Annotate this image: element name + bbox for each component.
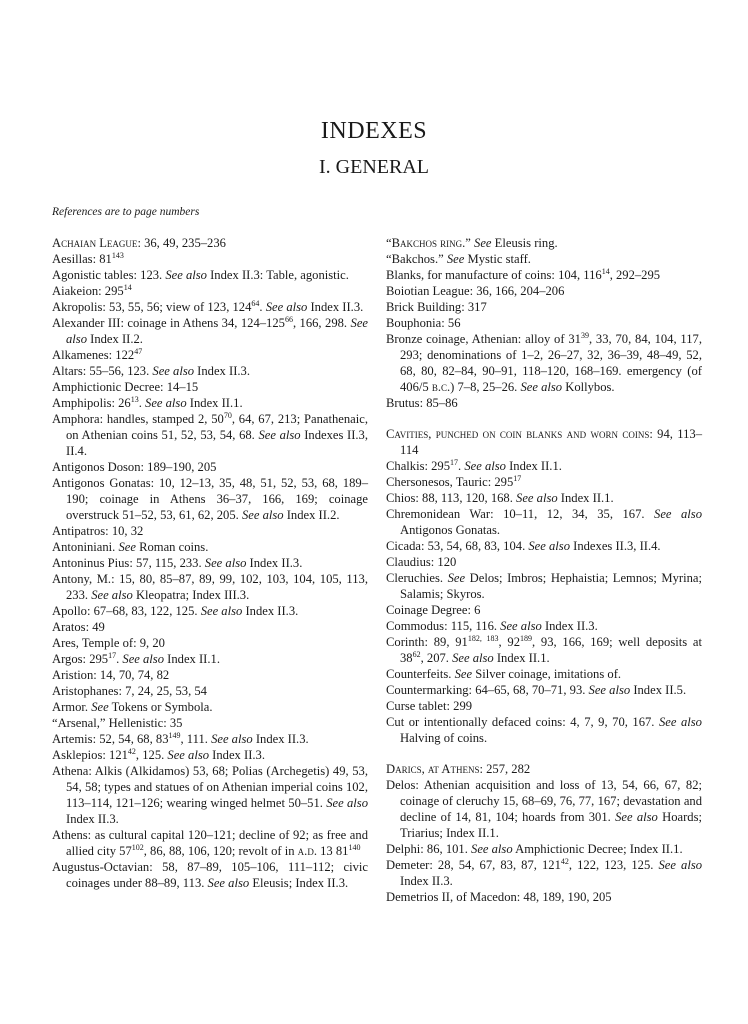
footnote-ref: 42 [127,747,136,756]
index-entry [52,475,368,523]
entry-text: Blanks, for manufacture of coins: 104, 116 [386,268,602,282]
index-entry [386,299,702,315]
footnote-ref: 13 [130,395,139,404]
footnote-ref: 62 [412,650,421,659]
index-entry [52,283,368,299]
footnote-ref: 140 [348,843,361,852]
index-entry [52,459,368,475]
index-entry [386,761,702,777]
entry-text: Aristion: 14, 70, 74, 82 [52,668,170,682]
index-entry [52,715,368,731]
entry-text: Delos: Athenian acquisition and loss of 13, 54, 66, 67, 82; coinage of cleruchy 15, 68–69, 76, 77, 167; devastation and decline of 14, 81, 104; hoards from 301. [386,778,702,824]
cross-reference-label: See also [588,683,631,697]
index-headword: Achaian League [52,236,138,250]
entry-text: Index II.1. [186,396,243,410]
entry-text: Cicada: 53, 54, 68, 83, 104. [386,539,529,553]
cross-reference-label: See also [204,556,247,570]
index-entry [386,538,702,554]
index-entry [52,619,368,635]
cross-reference-label: See also [658,858,703,872]
entry-text: Antony, M.: 15, 80, 85–87, 89, 99, 102, 103, 104, 105, 113, 233. [52,572,368,602]
footnote-ref: 66 [284,315,293,324]
index-entry [52,555,368,571]
footnote-ref: 42 [560,857,569,866]
index-entry [386,618,702,634]
entry-text: Index II.5. [630,683,687,697]
cross-reference-label: See also [167,748,210,762]
entry-text: , 166, 298. [292,316,351,330]
entry-text: Tokens or Symbola. [108,700,213,714]
entry-text: , 93, 166, 169; well deposits at 38 [400,635,702,665]
entry-text: Index II.3. [246,556,303,570]
cross-reference-label: See also [615,810,658,824]
entry-text: Agonistic tables: 123. [52,268,166,282]
entry-text: Athens: as cultural capital 120–121; decline of 92; as free and allied city 57 [52,828,368,858]
entry-text: Alexander III: coinage in Athens 34, 124–125 [52,316,285,330]
index-entry [52,827,368,859]
index-column-left [52,235,368,891]
cross-reference-label: See [447,571,466,585]
entry-text: , 86, 88, 106, 120; revolt of in [143,844,298,858]
index-entry [52,315,368,347]
index-entry [52,699,368,715]
index-entry [386,714,702,746]
index-entry [52,731,368,747]
index-entry [52,235,368,251]
entry-text: . [458,459,465,473]
entry-text: : 94, 113–114 [400,427,702,457]
entry-text: ) 7–8, 25–26. [450,380,521,394]
index-entry [386,889,702,905]
index-entry [52,411,368,459]
cross-reference-label: See also [500,619,542,633]
index-entry [386,267,702,283]
entry-text: Antipatros: 10, 32 [52,524,144,538]
index-headword: Bakchos ring [391,236,463,250]
entry-text: , 111. [180,732,212,746]
index-entry [52,523,368,539]
entry-text: : 257, 282 [479,762,531,776]
index-entry [52,683,368,699]
entry-text: Index II.3. [541,619,598,633]
entry-text: Index II.3. [307,300,364,314]
index-entry [52,267,368,283]
index-entry [386,554,702,570]
entry-text: Index II.1. [557,491,614,505]
entry-text: Counterfeits. [386,667,455,681]
cross-reference-label: See also [200,604,243,618]
index-entry [52,539,368,555]
index-entry [52,347,368,363]
index-entry [52,251,368,267]
entry-text: Delos; Imbros; Hephaistia; Lemnos; Myrina; Salamis; Skyros. [400,571,702,601]
entry-text: Countermarking: 64–65, 68, 70–71, 93. [386,683,589,697]
entry-text: Kleopatra; Index III.3. [132,588,250,602]
entry-text: Index II.1. [164,652,220,666]
entry-text: Index II.1. [493,651,550,665]
entry-text: Hoards; Triarius; Index II.1. [400,810,702,840]
page-title: INDEXES [320,118,428,144]
footnote-ref: 70 [223,411,232,420]
entry-text: .” [462,236,475,250]
index-entry [386,857,702,889]
entry-text: Antoniniani. [52,540,119,554]
entry-text: Aiakeion: 295 [52,284,124,298]
entry-text: Akropolis: 53, 55, 56; view of 123, 124 [52,300,252,314]
cross-reference-label: See [91,700,109,714]
footnote-ref: 17 [450,458,459,467]
entry-text: Index II.3. [242,604,299,618]
footnote-ref: 189 [520,634,532,643]
entry-text: Augustus-Octavian: 58, 87–89, 105–106, 111–112; civic coinages under 88–89, 113. [52,860,368,890]
entry-text: Index II.3. [400,874,453,888]
entry-text: Kollybos. [562,380,615,394]
entry-text: Index II.1. [505,459,562,473]
entry-text: 13 81 [316,844,349,858]
entry-text: Amphora: handles, stamped 2, 50 [52,412,224,426]
index-entry [386,490,702,506]
entry-text: Eleusis ring. [491,236,558,250]
index-entry [386,666,702,682]
reference-note: References are to page numbers [52,206,200,218]
entry-text: . [138,396,146,410]
index-headword: Cavities, punched on coin blanks and worn coins [386,427,650,441]
footnote-ref: 14 [601,267,610,276]
index-entry [386,426,702,458]
index-entry [386,458,702,474]
entry-text: Claudius: 120 [386,555,457,569]
entry-text: Delphi: 86, 101. [386,842,472,856]
index-entry [386,235,702,251]
entry-text: Aesillas: 81 [52,252,112,266]
cross-reference-label: See [118,540,136,554]
entry-text: Antigonos Doson: 189–190, 205 [52,460,217,474]
cross-reference-label: See also [145,396,187,410]
entry-text: Amphictionic Decree: 14–15 [52,380,199,394]
cross-reference-label: See also [471,842,513,856]
section-heading: I. GENERAL [319,156,429,178]
entry-text: Amphipolis: 26 [52,396,131,410]
index-headword: Darics, at Athens [386,762,480,776]
cross-reference-label: See also [258,428,301,442]
entry-text: Altars: 55–56, 123. [52,364,153,378]
cross-reference-label: See also [66,316,368,346]
index-entry [386,331,702,395]
entry-text: Index II.3. [66,812,119,826]
footnote-ref: 14 [123,283,132,292]
entry-text: , 33, 70, 84, 104, 117, 293; denominations of 1–2, 26–27, 32, 36–39, 48–49, 52, 68, 80, 82–84, 90–91, 118–120, 168–169. emergency (of 406/5 [400,332,703,394]
entry-text: Indexes II.3, II.4. [66,428,368,458]
index-entry [52,363,368,379]
entry-text: Ares, Temple of: 9, 20 [52,636,165,650]
entry-text: “ [386,236,392,250]
entry-text: Curse tablet: 299 [386,699,473,713]
entry-text: Amphictionic Decree; Index II.1. [512,842,683,856]
index-entry [386,777,702,841]
entry-text: Demetrios II, of Macedon: 48, 189, 190, 205 [386,890,612,904]
entry-text: , 125. [135,748,168,762]
entry-text: Demeter: 28, 54, 67, 83, 87, 121 [386,858,561,872]
index-entry [386,283,702,299]
entry-text: Bronze coinage, Athenian: alloy of 31 [386,332,581,346]
entry-text: , 122, 123, 125. [568,858,659,872]
cross-reference-label: See [474,236,492,250]
cross-reference-label: See also [654,507,703,521]
footnote-ref: 182, 183 [467,634,499,643]
footnote-ref: 102 [131,843,144,852]
footnote-ref: 39 [580,331,589,340]
index-entry [52,603,368,619]
entry-text: Roman coins. [135,540,209,554]
cross-reference-label: See [454,667,473,681]
entry-text: , 64, 67, 213; Panathenaic, on Athenian coins 51, 52, 53, 54, 68. [66,412,368,442]
entry-text: Aratos: 49 [52,620,105,634]
entry-text: Cleruchies. [386,571,448,585]
entry-text: Index II.3. [194,364,250,378]
entry-text: Cut or intentionally defaced coins: 4, 7, 9, 70, 167. [386,715,659,729]
entry-text: Asklepios: 121 [52,748,128,762]
cross-reference-label: See also [528,539,570,553]
entry-text: Brick Building: 317 [386,300,487,314]
cross-reference-label: See also [152,364,195,378]
index-entry [52,395,368,411]
cross-reference-label: See [446,252,465,266]
entry-text: Chalkis: 295 [386,459,451,473]
entry-text: Boiotian League: 36, 166, 204–206 [386,284,565,298]
index-entry [386,570,702,602]
index-entry [386,841,702,857]
entry-text: , 92 [498,635,520,649]
index-entry [386,602,702,618]
cross-reference-label: See also [241,508,284,522]
entry-text: Mystic staff. [464,252,531,266]
index-entry [386,251,702,267]
entry-text: Aristophanes: 7, 24, 25, 53, 54 [52,684,207,698]
entry-text: “Bakchos.” [386,252,447,266]
cross-reference-label: See also [520,380,563,394]
index-entry [386,682,702,698]
index-entry [52,667,368,683]
index-entry [52,635,368,651]
entry-text: . [116,652,123,666]
entry-text: Alkamenes: 122 [52,348,135,362]
entry-text: , 207. [420,651,453,665]
cross-reference-label: See also [516,491,558,505]
cross-reference-label: See also [658,715,702,729]
entry-text: Silver coinage, imitations of. [472,667,622,681]
cross-reference-label: See also [211,732,253,746]
entry-text: , 292–295 [609,268,661,282]
footnote-ref: 17 [513,474,522,483]
entry-text: Argos: 295 [52,652,109,666]
cross-reference-label: See also [326,796,369,810]
entry-text: Index II.3. [209,748,265,762]
entry-text: . [259,300,266,314]
index-entry [386,395,702,411]
index-entry [386,506,702,538]
index-headword: a.d. [297,844,317,858]
index-column-right [386,235,702,905]
index-entry [52,747,368,763]
entry-text: Apollo: 67–68, 83, 122, 125. [52,604,201,618]
footnote-ref: 64 [251,299,260,308]
entry-text: : 36, 49, 235–236 [137,236,226,250]
cross-reference-label: See also [122,652,165,666]
index-entry [52,859,368,891]
entry-text: Antigonos Gonatas. [400,523,501,537]
entry-text: Halving of coins. [400,731,488,745]
entry-text: Armor. [52,700,92,714]
index-entry [386,634,702,666]
index-entry [52,571,368,603]
footnote-ref: 17 [108,651,117,660]
entry-text: Artemis: 52, 54, 68, 83 [52,732,169,746]
entry-text: Athena: Alkis (Alkidamos) 53, 68; Polias (Archegetis) 49, 53, 54, 58; types and statues of on Athenian imperial coins 102, 113–114, 121–126; wearing winged helmet 50–51. [52,764,368,810]
cross-reference-label: See also [207,876,250,890]
cross-reference-label: See also [464,459,506,473]
footnote-ref: 143 [111,251,124,260]
footnote-ref: 149 [168,731,181,740]
cross-reference-label: See also [265,300,308,314]
index-entry [52,651,368,667]
cross-reference-label: See also [452,651,494,665]
index-entry [52,379,368,395]
entry-text: Coinage Degree: 6 [386,603,481,617]
index-headword: b.c. [431,380,451,394]
entry-text: Chremonidean War: 10–11, 12, 34, 35, 167. [386,507,655,521]
entry-text: Index II.2. [283,508,340,522]
entry-text: Antoninus Pius: 57, 115, 233. [52,556,205,570]
entry-text: Chersonesos, Tauric: 295 [386,475,514,489]
footnote-ref: 47 [134,347,143,356]
entry-text: Bouphonia: 56 [386,316,461,330]
index-entry [386,698,702,714]
index-entry [52,299,368,315]
entry-text: Eleusis; Index II.3. [249,876,349,890]
cross-reference-label: See also [91,588,133,602]
entry-text: Brutus: 85–86 [386,396,458,410]
entry-text: “Arsenal,” Hellenistic: 35 [52,716,183,730]
index-entry [52,763,368,827]
entry-text: Commodus: 115, 116. [386,619,501,633]
entry-text: Antigonos Gonatas: 10, 12–13, 35, 48, 51, 52, 53, 68, 189–190; coinage in Athens 36–37, 166, 169; coinage overstruck 51–52, 53, 61, 62, 205. [52,476,368,522]
entry-text: Chios: 88, 113, 120, 168. [386,491,517,505]
entry-text: Index II.3: Table, agonistic. [206,268,349,282]
entry-text: Corinth: 89, 91 [386,635,468,649]
index-entry [386,474,702,490]
entry-text: Index II.3. [252,732,309,746]
index-entry [386,315,702,331]
entry-text: Indexes II.3, II.4. [570,539,661,553]
cross-reference-label: See also [165,268,207,282]
entry-text: Index II.2. [87,332,143,346]
